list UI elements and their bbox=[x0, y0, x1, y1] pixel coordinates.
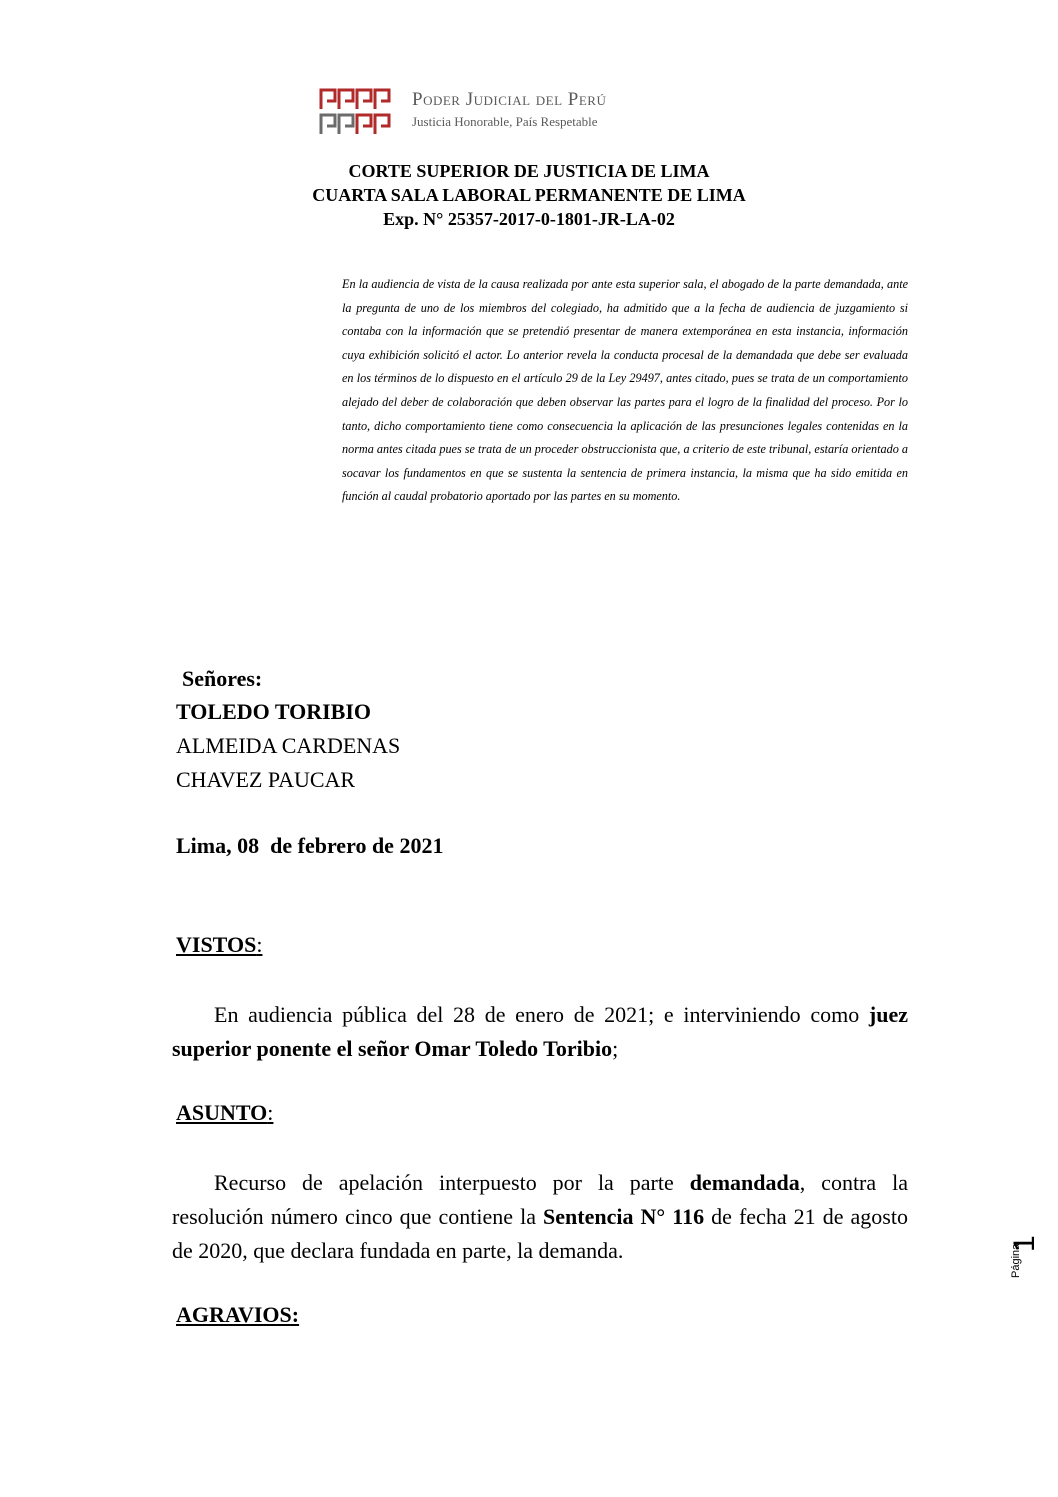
vistos-paragraph: En audiencia pública del 28 de enero de 2021; e interviniendo como juez superior ponente el señor Omar Toledo Toribio; bbox=[172, 1002, 908, 1061]
page-label: Página bbox=[1010, 1243, 1022, 1278]
section-heading-vistos: VISTOS: bbox=[176, 932, 263, 957]
logo-title: Poder Judicial del Perú bbox=[412, 89, 607, 110]
page-number-value: 1 bbox=[1008, 1235, 1041, 1252]
section-heading-agravios: AGRAVIOS: bbox=[176, 1302, 300, 1327]
epigraph-quote: En la audiencia de vista de la causa realizada por ante esta superior sala, el abogado de la parte demandada, ante la pregunta de uno de los miembros del colegiado, ha admitido que a la fecha de audiencia de juzgamiento si contaba con la información que se pretendió presentar de manera extemporánea en esta instancia, información cuya exhibición solicitó el actor. Lo anterior revela la conducta procesal de la demandada que debe ser evaluada en los términos de lo dispuesto en el artículo 29 de la Ley 29497, antes citado, pues se trata de un comportamiento alejado del deber de colaboración que deben observar las partes para el logro de la finalidad del proceso. Por lo tanto, dicho comportamiento tiene como consecuencia la aplicación de las presunciones legales contenidas en la norma antes citada pues se trata de un proceder obstruccionista que, a criterio de este tribunal, estaría orientado a socavar los fundamentos en que se sustenta la sentencia de primera instancia, la misma que ha sido emitida en función al caudal probatorio aportado por las partes en su momento. bbox=[342, 277, 908, 504]
page-number bbox=[1004, 1210, 1044, 1290]
logo-subtitle: Justicia Honorable, País Respetable bbox=[412, 114, 598, 129]
ponente-name: juez superior ponente el señor Omar Toledo Toribio bbox=[172, 1002, 908, 1061]
case-number: Exp. N° 25357-2017-0-1801-JR-LA-02 bbox=[383, 209, 675, 229]
poder-judicial-emblem-icon bbox=[319, 87, 391, 137]
section-heading-asunto: ASUNTO: bbox=[176, 1100, 274, 1125]
magistrate-name-2: ALMEIDA CARDENAS bbox=[176, 733, 401, 758]
magistrate-name-1: TOLEDO TORIBIO bbox=[176, 699, 372, 724]
chamber-name: CUARTA SALA LABORAL PERMANENTE DE LIMA bbox=[312, 185, 746, 205]
magistrates-label: Señores: bbox=[182, 666, 263, 691]
magistrate-name-3: CHAVEZ PAUCAR bbox=[176, 767, 356, 792]
institution-logo bbox=[319, 87, 789, 137]
date-line: Lima, 08 de febrero de 2021 bbox=[176, 833, 444, 858]
court-name: CORTE SUPERIOR DE JUSTICIA DE LIMA bbox=[348, 161, 710, 181]
asunto-paragraph: Recurso de apelación interpuesto por la parte demandada, contra la resolución número cinco que contiene la Sentencia N° 116 de fecha 21 de agosto de 2020, que declara fundada en parte, la demanda. bbox=[172, 1170, 908, 1263]
